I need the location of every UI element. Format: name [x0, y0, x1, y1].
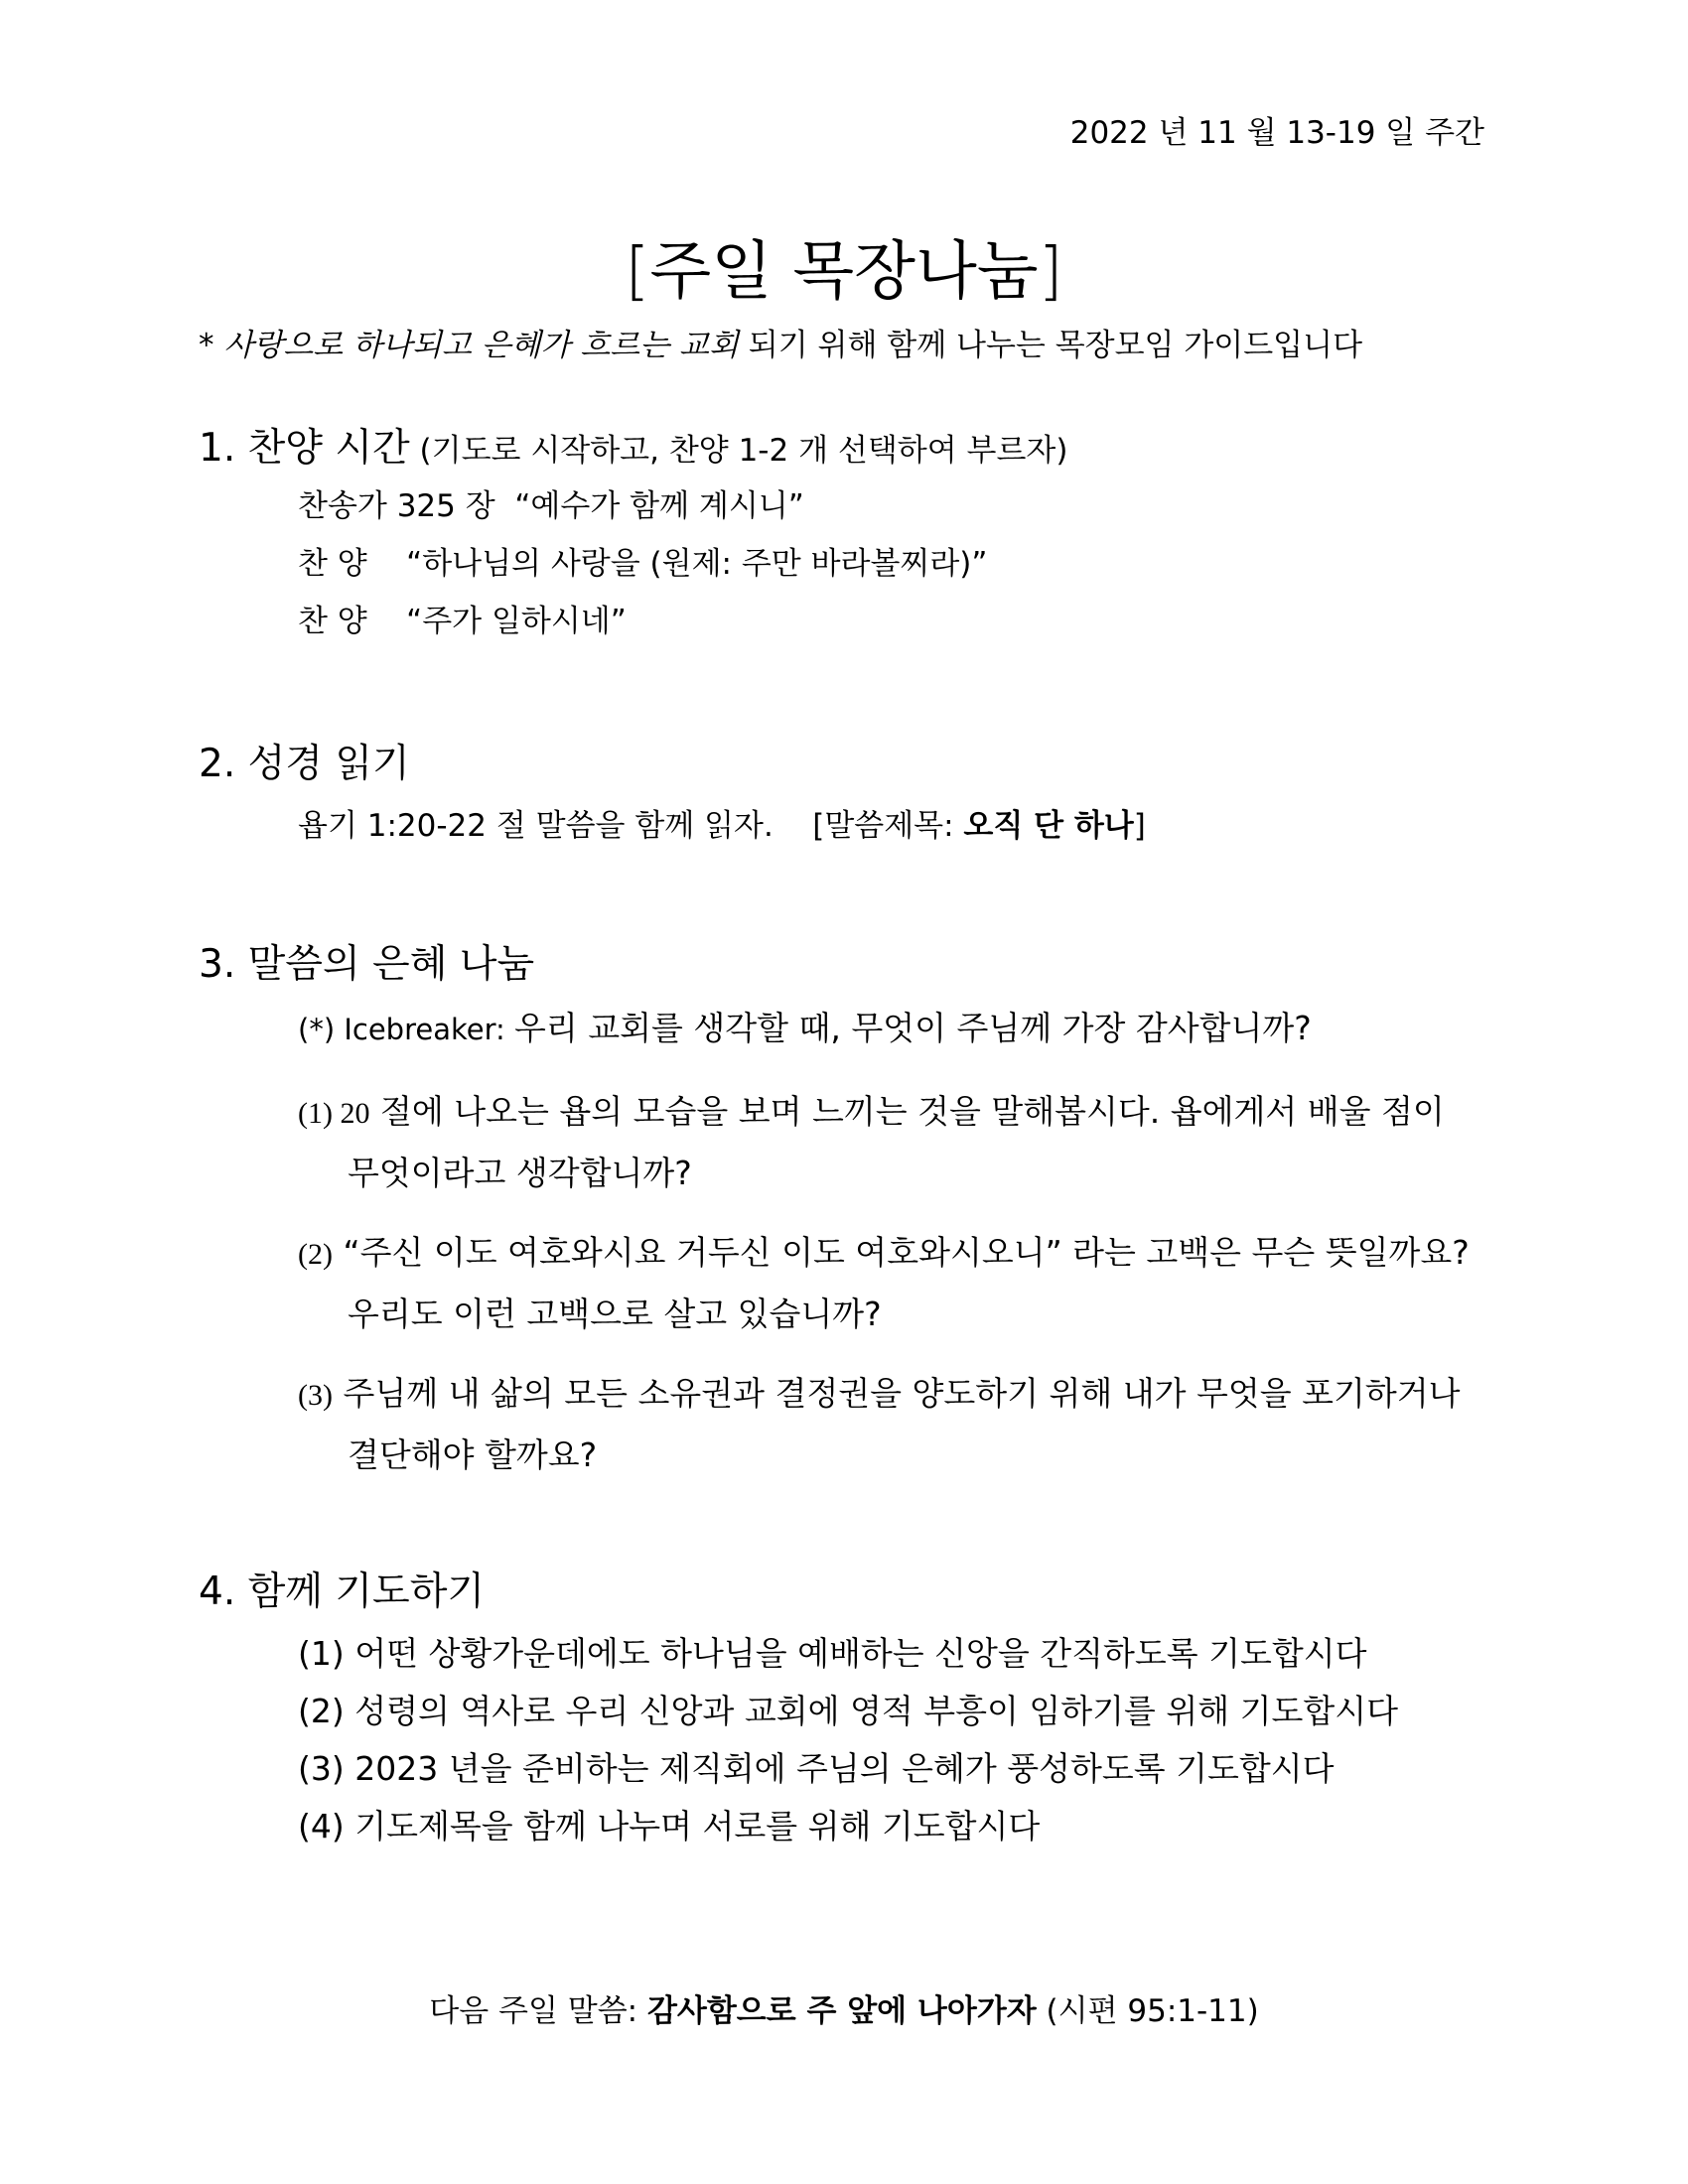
reading-text: 욥기 1:20-22 절 말씀을 함께 읽자. [말씀제목: — [298, 808, 964, 844]
prayer-item: (1) 어떤 상황가운데에도 하나님을 예배하는 신앙을 간직하도록 기도합시다 — [298, 1634, 1367, 1673]
section-praise-title: 1. 찬양 시간 — [199, 426, 410, 471]
question-number: (3) — [298, 1379, 333, 1412]
section-praise-heading — [199, 417, 1067, 473]
question-line2: 결단해야 할까요? — [348, 1435, 598, 1474]
next-sermon-ref: (시편 95:1-11) — [1036, 1993, 1259, 2029]
reading-line — [298, 800, 1146, 845]
next-sermon — [0, 1985, 1688, 2030]
icebreaker-line — [298, 1003, 1312, 1049]
intro-text — [199, 320, 1362, 364]
icebreaker-label: (*) Icebreaker: — [298, 1013, 514, 1046]
praise-item: 찬송가 325 장 “예수가 함께 계시니” — [298, 488, 804, 524]
prayer-item: (4) 기도제목을 함께 나누며 서로를 위해 기도합시다 — [298, 1807, 1041, 1845]
question-line1: 주님께 내 삶의 모든 소유권과 결정권을 양도하기 위해 내가 무엇을 포기하거나 — [332, 1374, 1461, 1413]
praise-item: 찬 양 “하나님의 사랑을 (원제: 주만 바라볼찌라)” — [298, 546, 988, 582]
intro-emphasis: 사랑으로 하나되고 은혜가 흐르는 교회 — [223, 328, 739, 363]
icebreaker-question: 우리 교회를 생각할 때, 무엇이 주님께 가장 감사합니까? — [514, 1009, 1312, 1047]
question-line2: 무엇이라고 생각합니까? — [348, 1154, 692, 1192]
question-number: (2) — [298, 1238, 333, 1271]
date-range: 2022 년 11 월 13-19 일 주간 — [1069, 115, 1484, 151]
section-praise-note: (기도로 시작하고, 찬양 1-2 개 선택하여 부르자) — [409, 433, 1068, 469]
prayer-item: (2) 성령의 역사로 우리 신앙과 교회에 영적 부흥이 임하기를 위해 기도합시다 — [298, 1692, 1398, 1730]
question-line2: 우리도 이런 고백으로 살고 있습니까? — [348, 1295, 882, 1333]
question-3 — [298, 1364, 1509, 1485]
section-prayer-heading: 4. 함께 기도하기 — [199, 1570, 486, 1614]
question-2 — [298, 1223, 1509, 1344]
prayer-item: (3) 2023 년을 준비하는 제직회에 주님의 은혜가 풍성하도록 기도합시다 — [298, 1749, 1335, 1788]
next-sermon-title: 감사함으로 주 앞에 나아가자 — [646, 1993, 1037, 2029]
section-sharing-heading: 3. 말씀의 은혜 나눔 — [199, 942, 535, 987]
reading-end: ] — [1133, 808, 1146, 844]
question-line1: 절에 나오는 욥의 모습을 보며 느끼는 것을 말해봅시다. 욥에게서 배울 점이 — [369, 1092, 1445, 1131]
intro-rest: 되기 위해 함께 나누는 목장모임 가이드입니다 — [738, 328, 1363, 363]
question-number: (1) 20 — [298, 1097, 370, 1130]
next-sermon-label: 다음 주일 말씀: — [429, 1993, 647, 2029]
section-reading-heading: 2. 성경 읽기 — [199, 742, 410, 786]
question-line1: “주신 이도 여호와시요 거두신 이도 여호와시오니” 라는 고백은 무슨 뜻일까요? — [332, 1233, 1470, 1272]
page-title: [주일 목장나눔] — [625, 235, 1063, 309]
sermon-title: 오직 단 하나 — [963, 808, 1134, 844]
intro-prefix: * — [199, 328, 224, 363]
praise-item: 찬 양 “주가 일하시네” — [298, 604, 627, 639]
question-1 — [298, 1082, 1509, 1203]
